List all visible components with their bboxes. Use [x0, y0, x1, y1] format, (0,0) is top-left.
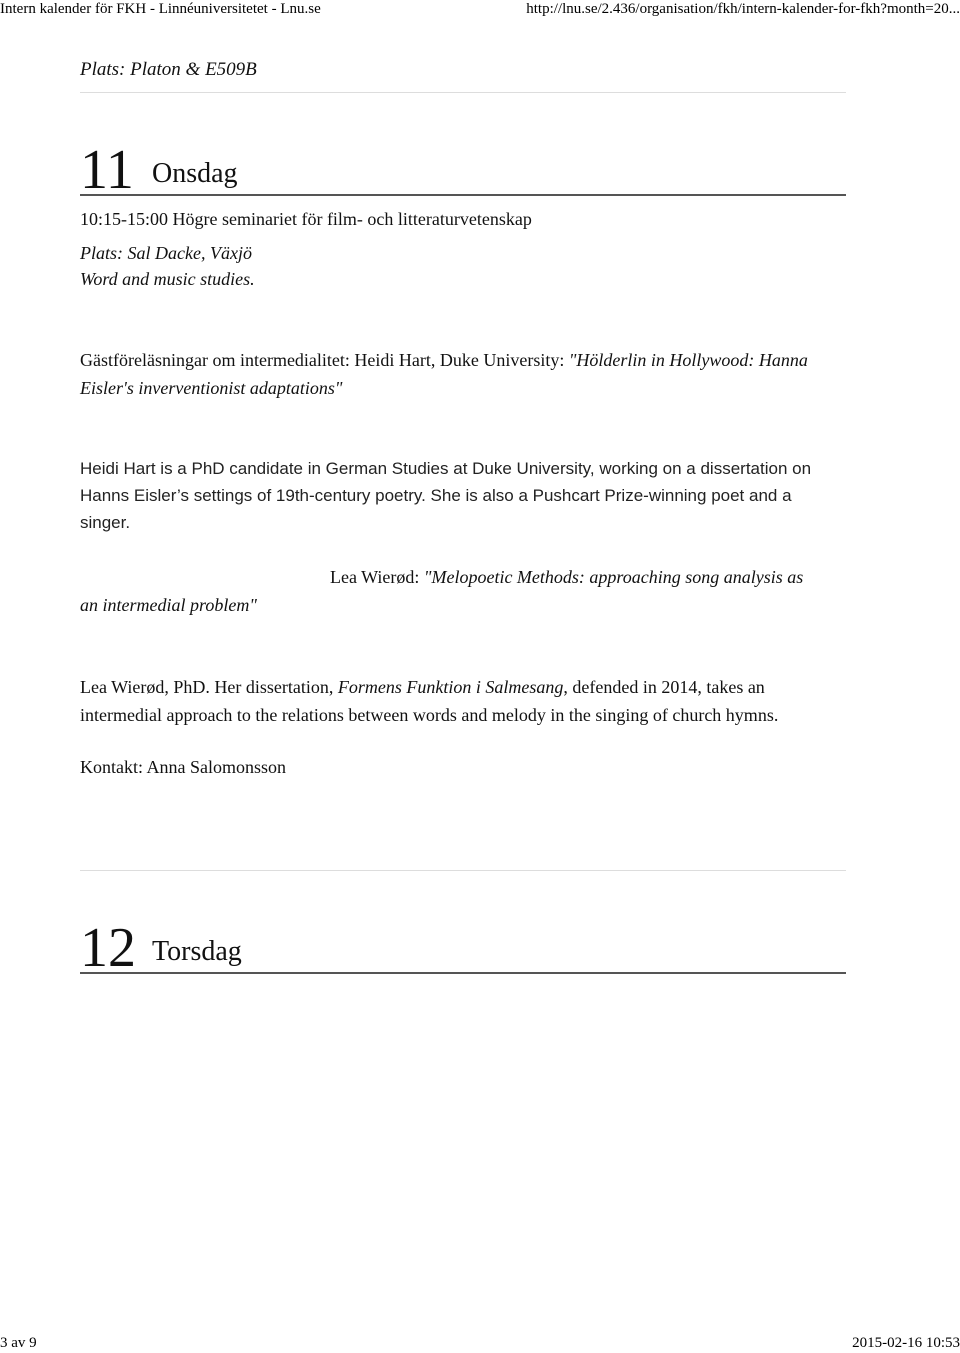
event-subtitle: Word and music studies. [80, 269, 255, 289]
second-speaker: Lea Wierød: [330, 567, 424, 587]
event-time-title: 10:15-15:00 Högre seminariet för film- och litteraturvetenskap [80, 209, 532, 229]
day-name: Onsdag [152, 158, 238, 189]
day-number: 12 [80, 917, 136, 979]
lecture-intro: Gästföreläsningar om intermedialitet: Heidi Hart, Duke University: [80, 350, 569, 370]
lea-description [80, 673, 846, 729]
second-title-part1: "Melopoetic Methods: approaching song analysis as [423, 567, 804, 587]
second-lecture-line1 [330, 564, 803, 590]
contact: Kontakt: Anna Salomonsson [80, 757, 286, 777]
day-header-11 [80, 130, 846, 201]
bio-line: Hanns Eisler’s settings of 19th-century poetry. She is also a Pushcart Prize-winning poet and a [80, 486, 792, 505]
separator [80, 870, 846, 871]
separator [80, 92, 846, 93]
second-title-part2: an intermedial problem" [80, 595, 257, 615]
event-location: Plats: Sal Dacke, Växjö [80, 243, 252, 263]
previous-event-location: Plats: Platon & E509B [80, 59, 257, 80]
lecture-title: "Hölderlin in Hollywood: Hanna Eisler's inverventionist adaptations" [80, 350, 808, 398]
lecture-description [80, 346, 846, 402]
lea-line2: intermedial approach to the relations between words and melody in the singing of church hymns. [80, 705, 779, 725]
speaker-bio [80, 455, 846, 536]
lea-intro: Lea Wierød, PhD. Her dissertation, [80, 677, 338, 697]
day-number: 11 [80, 139, 134, 201]
page-url: http://lnu.se/2.436/organisation/fkh/intern-kalender-for-fkh?month=20... [526, 1, 960, 17]
bio-line: singer. [80, 513, 131, 532]
day-header-12 [80, 908, 846, 979]
lea-rest: , defended in 2014, takes an [563, 677, 765, 697]
day-name: Torsdag [152, 936, 242, 967]
bio-line: Heidi Hart is a PhD candidate in German Studies at Duke University, working on a dissertation on [80, 459, 812, 478]
lea-book-title: Formens Funktion i Salmesang [337, 677, 564, 697]
page-count: 3 av 9 [0, 1335, 37, 1351]
page-title: Intern kalender för FKH - Linnéuniversitetet - Lnu.se [0, 1, 321, 17]
print-timestamp: 2015-02-16 10:53 [852, 1335, 960, 1351]
